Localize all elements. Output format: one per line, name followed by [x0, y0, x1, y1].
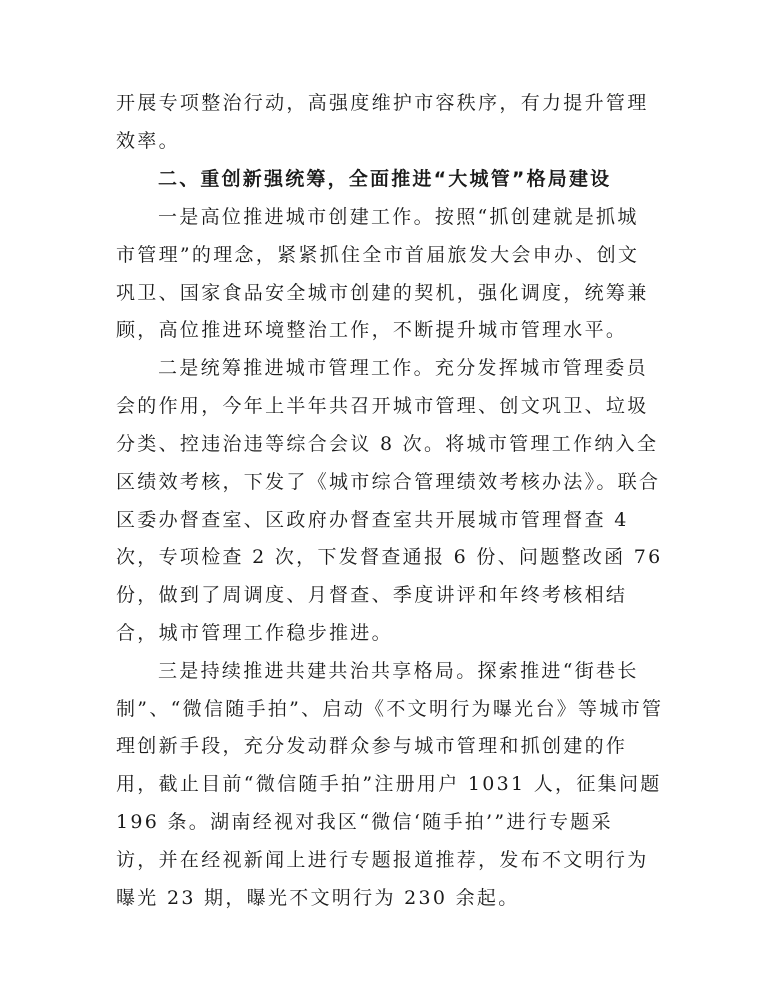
- paragraph-line: 市管理”的理念，紧紧抓住全市首届旅发大会申办、创文: [116, 244, 640, 266]
- paragraph-line: 曝光 23 期，曝光不文明行为 230 余起。: [116, 887, 520, 909]
- paragraph-line: 顾，高位推进环境整治工作，不断提升城市管理水平。: [116, 319, 628, 341]
- paragraph-line: 访，并在经视新闻上进行专题报道推荐，发布不文明行为: [116, 849, 649, 871]
- paragraph-line: 会的作用，今年上半年共召开城市管理、创文巩卫、垃圾: [116, 395, 649, 417]
- paragraph-line: 一是高位推进城市创建工作。按照“抓创建就是抓城: [158, 206, 639, 228]
- paragraph-line: 区委办督查室、区政府办督查室共开展城市管理督查 4: [116, 509, 629, 531]
- paragraph-line: 效率。: [116, 130, 180, 152]
- paragraph-line: 合，城市管理工作稳步推进。: [116, 622, 393, 644]
- paragraph-line: 次，专项检查 2 次，下发督查通报 6 份、问题整改函 76: [116, 546, 663, 568]
- paragraph-line: 巩卫、国家食品安全城市创建的契机，强化调度，统筹兼: [116, 282, 649, 304]
- paragraph-line: 分类、控违治违等综合会议 8 次。将城市管理工作纳入全: [116, 433, 659, 455]
- section-heading: 二、重创新强统筹，全面推进“大城管”格局建设: [158, 168, 612, 190]
- paragraph-line: 份，做到了周调度、月督查、季度讲评和年终考核相结: [116, 584, 628, 606]
- paragraph-line: 三是持续推进共建共治共享格局。探索推进“街巷长: [158, 660, 639, 682]
- paragraph-line: 开展专项整治行动，高强度维护市容秩序，有力提升管理: [116, 92, 649, 114]
- paragraph-line: 区绩效考核，下发了《城市综合管理绩效考核办法》。联合: [116, 471, 661, 493]
- paragraph-line: 二是统筹推进城市管理工作。充分发挥城市管理委员: [158, 357, 648, 379]
- paragraph-line: 196 条。湖南经视对我区“微信‘随手拍’”进行专题采: [116, 811, 613, 833]
- paragraph-line: 理创新手段，充分发动群众参与城市管理和抓创建的作: [116, 735, 628, 757]
- paragraph-line: 制”、“微信随手拍”、启动《不文明行为曝光台》等城市管: [116, 698, 664, 720]
- paragraph-line: 用，截止目前“微信随手拍”注册用户 1031 人，征集问题: [116, 773, 662, 795]
